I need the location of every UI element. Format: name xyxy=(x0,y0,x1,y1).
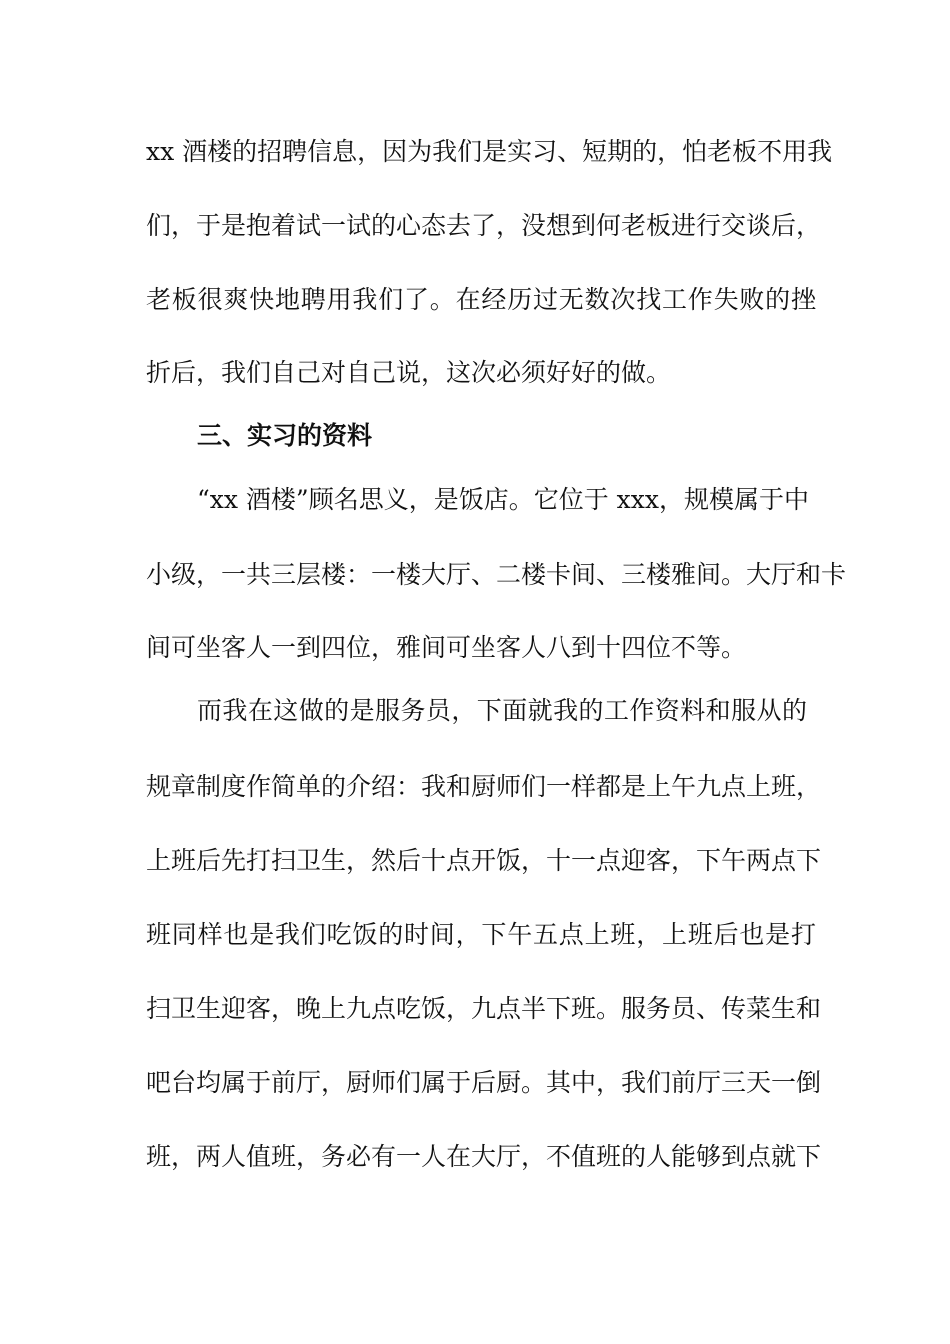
paragraph-2-line-1: “xx 酒楼”顾名思义，是饭店。它位于 xxx，规模属于中 xyxy=(197,485,809,514)
paragraph-3-line-7: 班，两人值班，务必有一人在大厅，不值班的人能够到点就下 xyxy=(146,1142,822,1171)
paragraph-3-line-6: 吧台均属于前厅，厨师们属于后厨。其中，我们前厅三天一倒 xyxy=(146,1068,822,1097)
paragraph-2-line-3: 间可坐客人一到四位，雅间可坐客人八到十四位不等。 xyxy=(146,633,747,662)
paragraph-1-line-1: xx 酒楼的招聘信息，因为我们是实习、短期的，怕老板不用我 xyxy=(146,137,833,166)
paragraph-1-line-3: 老板很爽快地聘用我们了。在经历过无数次找工作失败的挫 xyxy=(146,285,816,314)
section-heading: 三、实习的资料 xyxy=(197,421,373,450)
paragraph-3-line-2: 规章制度作简单的介绍：我和厨师们一样都是上午九点上班， xyxy=(146,772,822,801)
paragraph-3-line-4: 班同样也是我们吃饭的时间，下午五点上班，上班后也是打 xyxy=(146,920,816,949)
paragraph-3-line-3: 上班后先打扫卫生，然后十点开饭，十一点迎客，下午两点下 xyxy=(146,846,822,875)
paragraph-2-line-2: 小级，一共三层楼：一楼大厅、二楼卡间、三楼雅间。大厅和卡 xyxy=(146,560,847,589)
paragraph-3-line-1: 而我在这做的是服务员，下面就我的工作资料和服从的 xyxy=(197,696,807,725)
paragraph-3-line-5: 扫卫生迎客，晚上九点吃饭，九点半下班。服务员、传菜生和 xyxy=(146,994,822,1023)
paragraph-1-line-4: 折后，我们自己对自己说，这次必须好好的做。 xyxy=(146,358,672,387)
paragraph-1-line-2: 们，于是抱着试一试的心态去了，没想到何老板进行交谈后， xyxy=(146,211,822,240)
